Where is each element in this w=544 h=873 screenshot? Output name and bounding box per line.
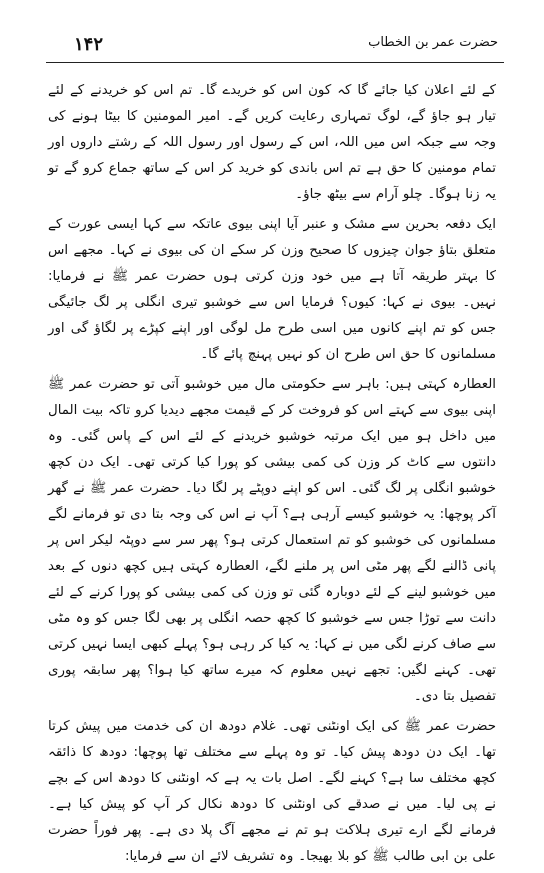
header-divider xyxy=(46,62,504,63)
paragraph-1: کے لئے اعلان کیا جائے گا کہ کون اس کو خریدے گا۔ تم اس کو خریدنے کے لئے تیار ہو جاؤ گے، لوگ تمہاری رعایت کریں گے۔ امیر المومنین کا بیٹا ہونے کی وجہ سے جبکہ اس میں اللہ، اس کے رسول اور رسول اللہ کے رشتے داروں اور تمام مومنین کا حق ہے تم اس باندی کو خرید کر اس کے ساتھ جماع کرو گے تو یہ زنا ہوگا۔ چلو آرام سے بیٹھ جاؤ۔ xyxy=(48,83,496,202)
page-header xyxy=(46,28,504,64)
page-number: ۱۴۲ xyxy=(74,34,104,55)
page-body xyxy=(48,78,496,873)
paragraph-2: ایک دفعہ بحرین سے مشک و عنبر آیا اپنی بیوی عاتکہ سے کہا ایسی عورت کے متعلق بتاؤ جوان چیزوں کا صحیح وزن کر سکے ان کی بیوی نے کہا۔ مجھے اس کا بہتر طریقہ آتا ہے میں خود وزن کرتی ہوں حضرت عمر ﷺ نے فرمایا: نہیں۔ بیوی نے کہا: کیوں؟ فرمایا اس سے خوشبو تیری انگلی پر لگ جائیگی جس کو تم اپنے کانوں میں اسی طرح مل لوگی اور اپنے کپڑے پر لگاؤ گی اور مسلمانوں کا حق اس طرح ان کو نہیں پہنچ پائے گا۔ xyxy=(48,217,496,362)
paragraph-4: حضرت عمر ﷺ کی ایک اونٹنی تھی۔ غلام دودھ ان کی خدمت میں پیش کرتا تھا۔ ایک دن دودھ پیش کیا۔ تو وہ پہلے سے مختلف تھا پوچھا: دودھ کا ذائقہ کچھ مختلف سا ہے؟ کہنے لگے۔ اصل بات یہ ہے کہ اونٹنی کا دودھ اس کے بچے نے پی لیا۔ میں نے صدقے کی اونٹنی کا دودھ نکال کر آپ کو پیش کیا ہے۔ فرمانے لگے ارے تیری ہلاکت ہو تم نے مجھے آگ پلا دی ہے۔ پھر فوراً حضرت علی بن ابی طالب ﷺ کو بلا بھیجا۔ وہ تشریف لائے ان سے فرمایا: xyxy=(48,719,496,864)
running-title: حضرت عمر بن الخطاب xyxy=(368,35,498,50)
paragraph-3: العطارہ کہتی ہیں: باہر سے حکومتی مال میں خوشبو آتی تو حضرت عمر ﷺ اپنی بیوی سے کہتے اس کو فروخت کر کے قیمت مجھے دیدیا کرو تاکہ بیت المال میں داخل ہو میں ایک مرتبہ خوشبو خریدنے کے لئے اس کے پاس گئی۔ وہ دانتوں سے کاٹ کر وزن کی کمی بیشی کو پورا کیا کرتی تھی۔ ایک دن کچھ خوشبو انگلی پر لگ گئی۔ اس کو اپنے دوپٹے پر لگا دیا۔ حضرت عمر ﷺ نے گھر آکر پوچھا: یہ خوشبو کیسے آرہی ہے؟ آپ نے اس کی وجہ بتا دی تو فرمانے لگے مسلمانوں کی خوشبو کو تم استعمال کرتی ہو؟ پھر سر سے دوپٹہ لیکر اس پر پانی ڈالنے لگے پھر مٹی اس پر ملنے لگے، العطارہ کہتی ہیں کچھ دنوں کے بعد میں خوشبو لینے کے لئے دوبارہ گئی تو وزن کی کمی بیشی کو پورا کرنے کے لئے دانت سے توڑا جس سے خوشبو کا کچھ حصہ انگلی پر بھی لگا جس کو وہ مٹی سے صاف کرنے لگی میں نے کہا: یہ کیا کر رہی ہو؟ پہلے کبھی ایسا نہیں کرتی تھی۔ کہنے لگیں: تجھے نہیں معلوم کہ میرے ساتھ کیا ہوا؟ پھر سابقہ پوری تفصیل بتا دی۔ xyxy=(48,377,496,704)
